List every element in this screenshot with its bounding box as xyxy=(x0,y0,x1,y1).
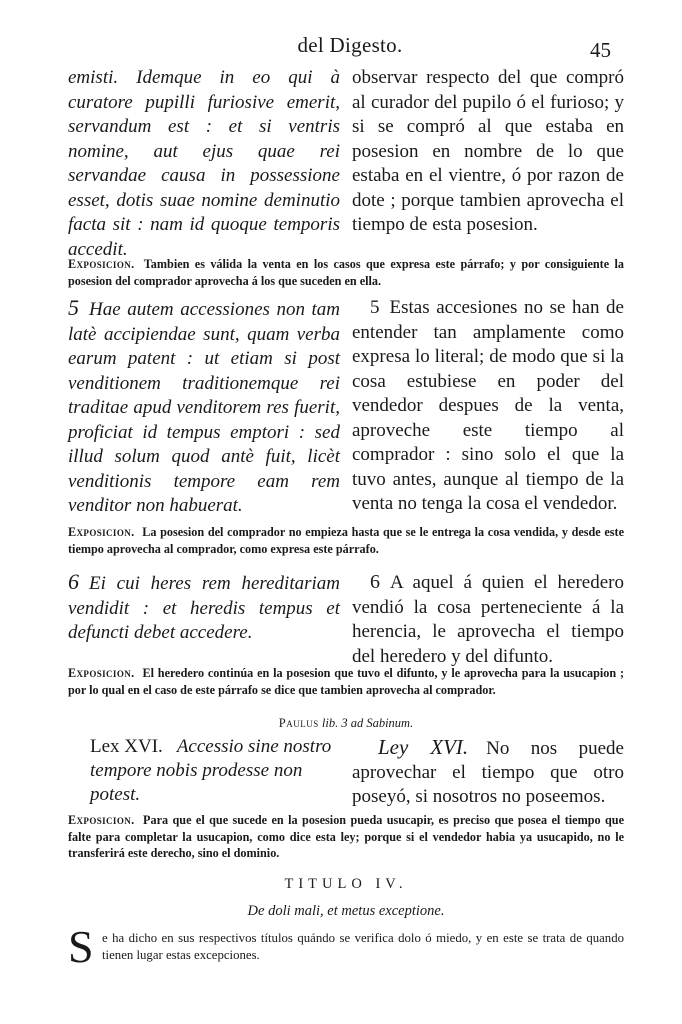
spanish-text: No nos puede aprovechar el tiempo que otro poseyó, si nosotros no poseemos. xyxy=(352,738,624,807)
paragraph-number: 5 xyxy=(370,297,380,318)
exposicion-text: Para que el que sucede en la posesion pueda usucapir, es preciso que posea el tiempo que falte para completar la usucapion, como dice esta ley; porque si el vendedor habia ya usucapido, no le transferirá este derecho, sino el dominio. xyxy=(68,813,624,860)
section-subtitle: De doli mali, et metus exceptione. xyxy=(247,903,445,919)
spanish-text: Estas accesiones no se han de entender tan amplamente como expresa lo literal; de modo que si la cosa estubiese en poder del vendedor despues de la venta, aproveche este tiempo al comprador : sino solo el que la tuvo antes, aunque al tiempo de la venta no tenga la cosa el vendedor. xyxy=(352,297,624,514)
running-header-title: del Digesto. xyxy=(297,33,403,57)
exposicion-1 xyxy=(68,256,624,289)
lex-heading: Lex XVI. xyxy=(90,736,163,757)
latin-column xyxy=(68,296,340,519)
spanish-column: observar respecto del que compró al curador del pupilo ó el furioso; y si se compró al que estaba en posesion en nombre de lo que estaba en el vientre, ó por razon de dote ; porque tambien aprovecha el tiempo de esta posesion. xyxy=(352,67,624,235)
spanish-column xyxy=(352,735,624,809)
exposicion-text: Tambien es válida la venta en los casos que expresa este párrafo; y por consiguiente la posesion del comprador aprovecha á los que suceden en ella. xyxy=(68,257,624,288)
section-heading: TITULO IV. xyxy=(284,876,408,892)
exposicion-text: El heredero continúa en la posesion que tuvo el difunto, y le aprovecha para la usucapion ; por lo qual en el caso de este párrafo se dice que tambien aprovecha al comprador. xyxy=(68,666,625,697)
intro-text: e ha dicho en sus respectivos títulos quándo se verifica dolo ó miedo, y en este se trata de quando tienen lugar estas excepciones. xyxy=(102,931,624,962)
drop-cap: S xyxy=(68,921,94,972)
latin-column xyxy=(68,570,340,646)
citation-reference: lib. 3 ad Sabinum. xyxy=(321,716,414,730)
ley-heading: Ley XVI. xyxy=(378,735,469,759)
exposicion-text: La posesion del comprador no empieza hasta que se le entrega la cosa vendida, y desde este tiempo aprovecha al comprador, como expresa este párrafo. xyxy=(68,525,624,556)
citation-author: Paulus xyxy=(278,716,319,730)
latin-text: Ei cui heres rem hereditariam vendidit : et heredis tempus et defuncti debet accedere. xyxy=(68,573,340,643)
paragraph-number: 6 xyxy=(370,571,380,593)
spanish-text: A aquel á quien el heredero vendió la cosa perteneciente á la herencia, le aprovecha el tiempo del heredero y del difunto. xyxy=(352,572,624,667)
spanish-column xyxy=(352,296,624,517)
exposicion-3 xyxy=(68,665,624,698)
paragraph-number: 6 xyxy=(68,569,79,594)
latin-column xyxy=(90,735,340,807)
exposicion-label: Exposicion. xyxy=(68,257,135,271)
latin-column: emisti. Idemque in eo qui à curatore pupilli furiosive emerit, servandum est : et si ventris nomine, aut ejus quae rei servandae causa in possessione esset, dotis suae nomine deminutio facta sit : nam id quoque temporis accedit. xyxy=(68,67,340,260)
exposicion-4 xyxy=(68,812,624,862)
latin-text: Accessio sine nostro tempore nobis prodesse non potest. xyxy=(90,736,332,805)
exposicion-label: Exposicion. xyxy=(68,666,135,680)
paragraph-number: 5 xyxy=(68,295,79,320)
page-number: 45 xyxy=(590,38,611,62)
exposicion-label: Exposicion. xyxy=(68,813,135,827)
source-citation xyxy=(68,716,624,731)
spanish-column xyxy=(352,570,624,669)
latin-text: Hae autem accessiones non tam latè accipiendae sunt, quam verba earum patent : ut etiam si post venditionem traditionemque rei traditae apud venditorem res fuerit, proficiat id tempus emptori : sed illud solum quod antè fuit, licèt venditionis tempore eam rem venditor non habuerat. xyxy=(68,299,340,516)
exposicion-2 xyxy=(68,524,624,557)
exposicion-label: Exposicion. xyxy=(68,525,135,539)
